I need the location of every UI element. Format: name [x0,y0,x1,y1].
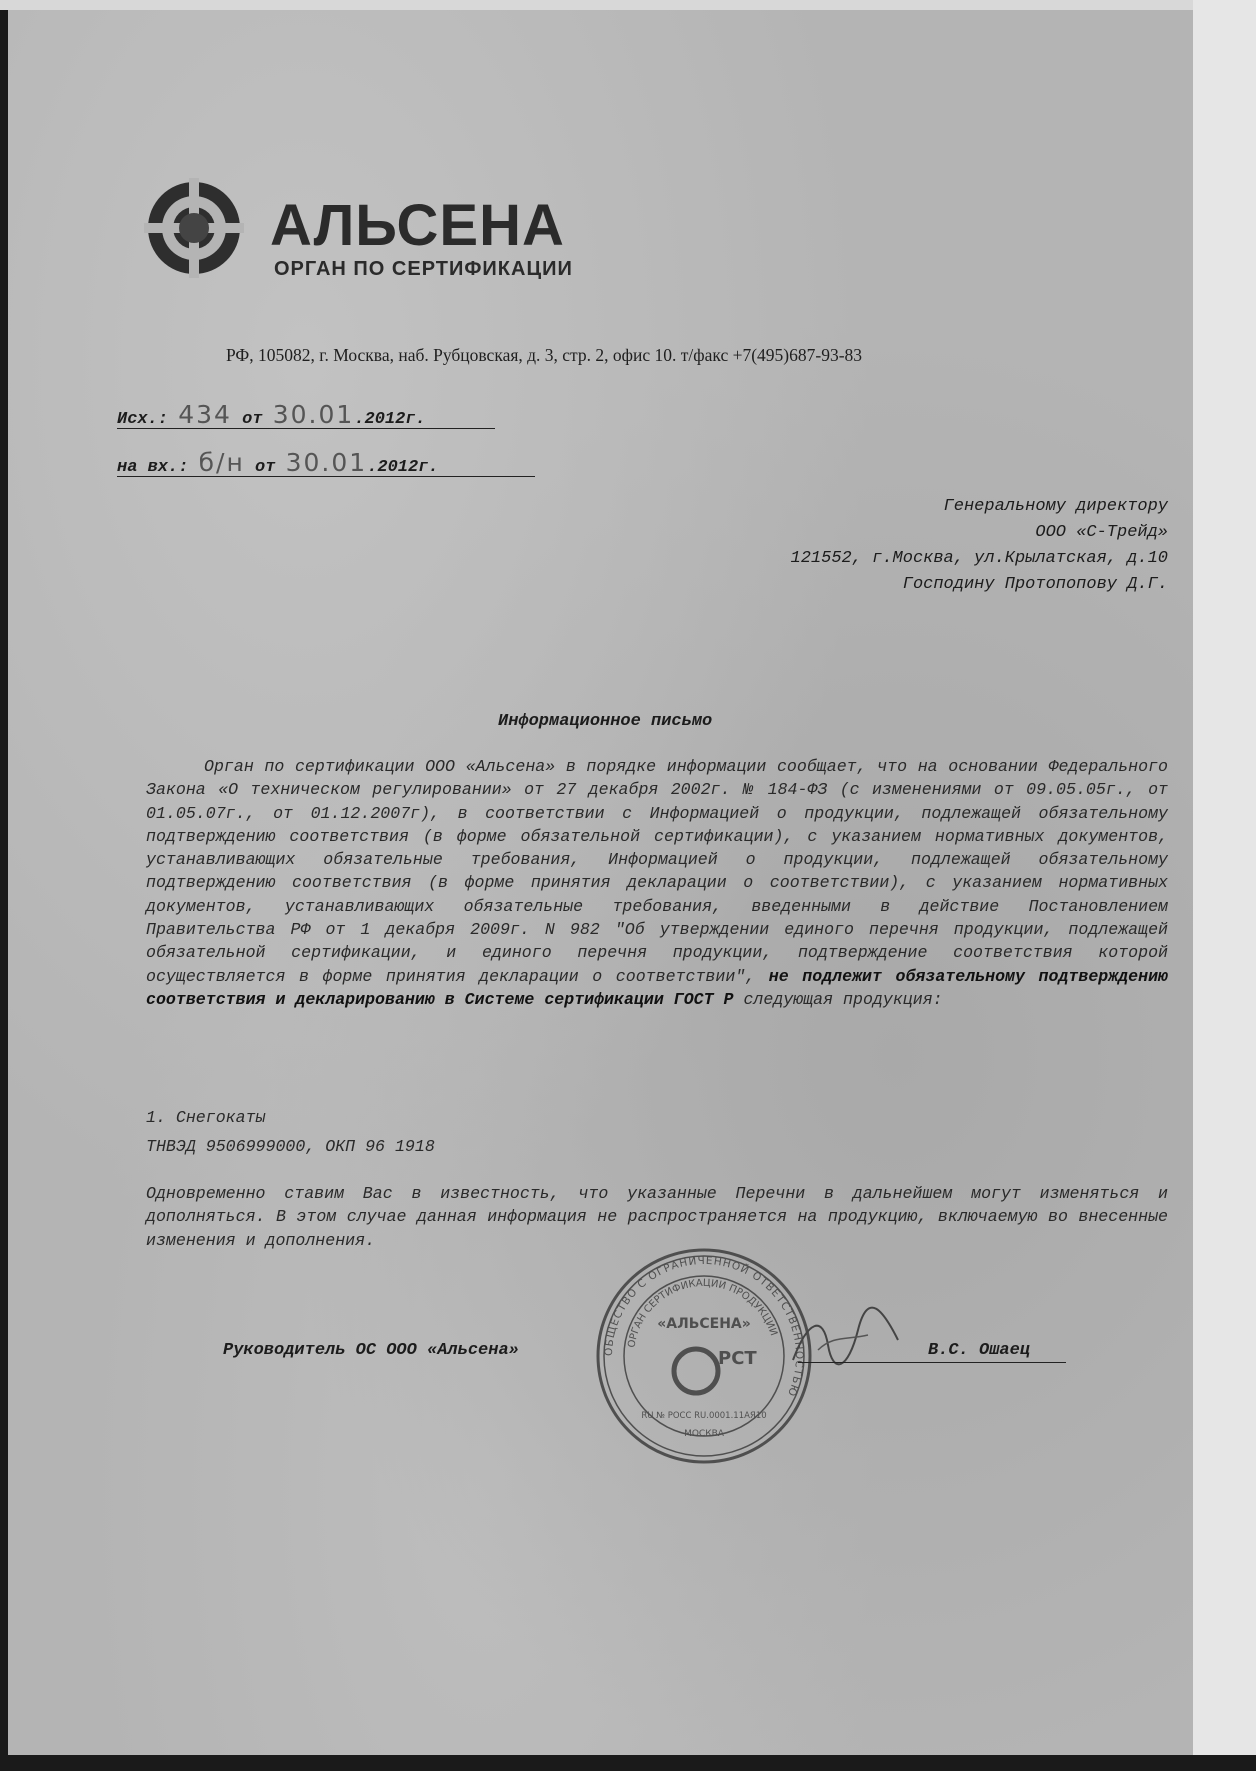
letter-body [146,755,1168,1011]
letter-page [8,10,1193,1755]
notice-paragraph: Одновременно ставим Вас в известность, что указанные Перечни в дальнейшем могут изменяться и дополняться. В этом случае данная информация не распространяется на продукцию, включаемую во внесенные изменения и дополнения. [146,1184,1168,1250]
brand-subtitle: ОРГАН ПО СЕРТИФИКАЦИИ [274,258,573,280]
seal-inner-text: ОРГАН СЕРТИФИКАЦИИ ПРОДУКЦИИ [626,1277,779,1349]
body-bold-text: не подлежит обязательному подтверждению соответствия и декларированию в Системе сертификации ГОСТ Р [146,966,1168,1009]
seal-rst-mark: РСТ [718,1348,757,1369]
seal-center-name: «АЛЬСЕНА» [657,1316,751,1332]
body-end-text: следующая продукция: [733,989,943,1009]
recipient-address: 121552, г.Москва, ул.Крылатская, д.10 [790,549,1168,568]
scan-edge-right [1193,0,1256,1771]
outgoing-label: Исх.: [117,410,169,429]
letter-title: Информационное письмо [498,712,713,731]
product-list [146,1103,435,1161]
outgoing-year: .2012г. [354,410,426,429]
alsena-logo-icon [144,178,244,278]
incoming-reference [117,450,439,476]
outgoing-date: 30.01 [272,400,355,429]
seal-registration: RU № РОСС RU.0001.11АЯ10 [641,1411,767,1421]
recipient-block [648,494,1168,598]
outgoing-underline [117,428,495,429]
brand-name: АЛЬСЕНА [270,193,565,258]
body-paragraph [146,755,1168,1011]
seal-city: МОСКВА [684,1429,724,1439]
incoming-year: .2012г. [367,458,439,477]
handwritten-signature [788,1300,908,1380]
seal-outer-text: ОБЩЕСТВО С ОГРАНИЧЕННОЙ ОТВЕТСТВЕННОСТЬЮ [602,1254,806,1399]
scan-edge-bottom [0,1755,1256,1771]
signature-line [798,1362,1066,1363]
outgoing-number: 434 [178,400,232,429]
incoming-from-label: от [255,458,276,477]
recipient-company: ООО «С-Трейд» [1035,523,1168,542]
scan-edge-top [0,0,1256,10]
incoming-number: б/н [198,448,245,477]
outgoing-from-label: от [242,410,263,429]
signatory-title: Руководитель ОС ООО «Альсена» [223,1341,519,1360]
body-text: Орган по сертификации ООО «Альсена» в порядке информации сообщает, что на основании Федерального Закона «О техническом регулировании» от 27 декабря 2002г. № 184-ФЗ (с изменениями от 09.05.05г., от 01.05.07г., от 01.12.2007г), в соответствии с Информацией о продукции, подлежащей обязательному подтверждению соответствия (в форме обязательной сертификации), с указанием нормативных документов, устанавливающих обязательные требования, Информацией о продукции, подлежащей обязательному подтверждению соответствия (в форме принятия декларации о соответствии), с указанием нормативных документов, устанавливающих обязательные требования, введенными в действие Постановлением Правительства РФ от 1 декабря 2009г. N 982 "Об утверждении единого перечня продукции, подлежащей обязательной сертификации, и единого перечня продукции, подтверждение соответствия которой осуществляется в форме принятия декларации о соответствии", [146,757,1168,986]
incoming-underline [117,476,535,477]
company-seal [594,1246,814,1466]
product-item-codes: ТНВЭД 9506999000, ОКП 96 1918 [146,1137,435,1156]
signatory-name: В.С. Ошаец [928,1341,1031,1360]
incoming-date: 30.01 [285,448,368,477]
svg-text:ОРГАН СЕРТИФИКАЦИИ ПРОДУКЦИИ [626,1278,778,1349]
incoming-label: на вх.: [117,458,189,477]
outgoing-reference [117,402,426,428]
recipient-position: Генеральному директору [943,497,1168,516]
recipient-name: Господину Протопопову Д.Г. [902,575,1168,594]
company-address: РФ, 105082, г. Москва, наб. Рубцовская, д. 3, стр. 2, офис 10. т/факс +7(495)687-93-83 [226,345,863,365]
product-item-name: 1. Снегокаты [146,1108,266,1127]
